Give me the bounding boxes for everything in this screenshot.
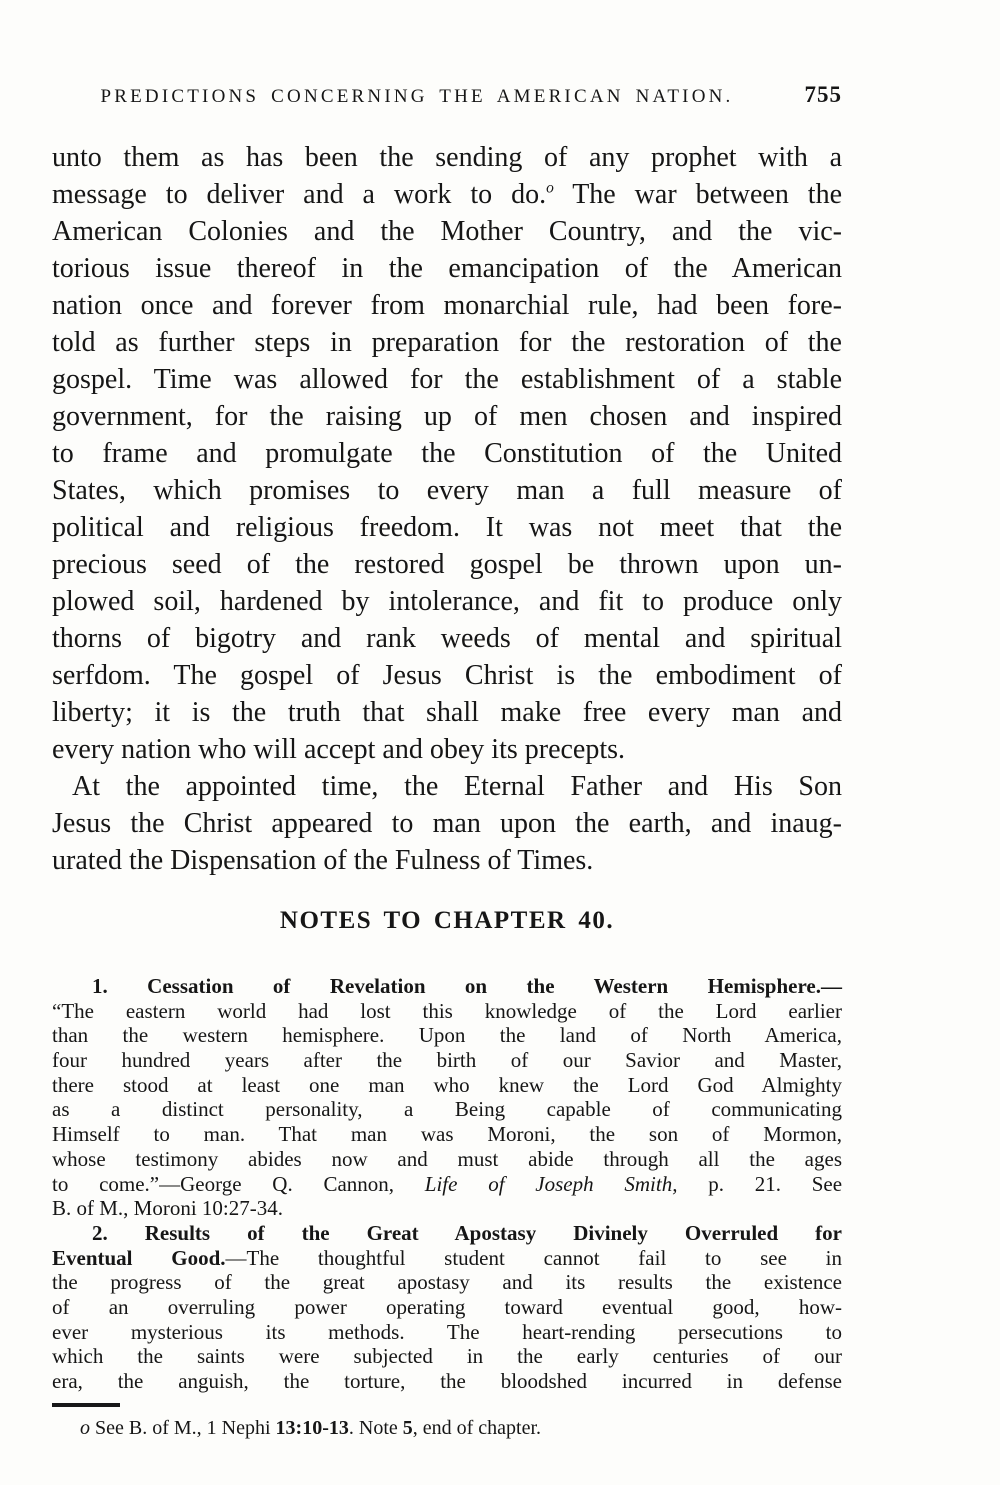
page-number: 755	[804, 82, 842, 107]
text-line: plowed soil, hardened by intolerance, and fit to produce only	[52, 586, 842, 617]
text-line: which the saints were subjected in the early centuries of our	[52, 1344, 842, 1369]
text-line: gospel. Time was allowed for the establishment of a stable	[52, 364, 842, 395]
text-line: thorns of bigotry and rank weeds of mental and spiritual	[52, 623, 842, 654]
text-line: the progress of the great apostasy and its results the existence	[52, 1270, 842, 1295]
notes-heading: NOTES TO CHAPTER 40.	[279, 907, 615, 934]
text-line: 2. Results of the Great Apostasy Divinely Overruled for	[92, 1220, 842, 1245]
text-line: four hundred years after the birth of our Savior and Master,	[52, 1048, 842, 1073]
text-line: ever mysterious its methods. The heart-rending persecutions to	[52, 1319, 842, 1344]
text-line: of an overruling power operating toward eventual good, how-	[52, 1294, 842, 1319]
footnote	[52, 1415, 842, 1441]
text-line: torious issue thereof in the emancipation of the American	[52, 253, 842, 284]
text-line: At the appointed time, the Eternal Father and His Son	[72, 771, 842, 802]
text-line: “The eastern world had lost this knowledge of the Lord earlier	[52, 998, 842, 1023]
text-line: urated the Dispensation of the Fulness of Times.	[52, 845, 594, 876]
text-line: serfdom. The gospel of Jesus Christ is the embodiment of	[52, 660, 842, 691]
text-line: to come.”—George Q. Cannon, Life of Joseph Smith, p. 21. See	[52, 1171, 843, 1196]
note-2	[52, 1221, 842, 1394]
text-line: there stood at least one man who knew the Lord God Almighty	[52, 1072, 842, 1097]
text-line: era, the anguish, the torture, the bloodshed incurred in defense	[52, 1369, 842, 1393]
text-line: Eventual Good.—The thoughtful student cannot fail to see in	[52, 1245, 843, 1270]
text-line: political and religious freedom. It was not meet that the	[52, 512, 842, 543]
notes-section	[52, 974, 842, 1394]
text-line: to frame and promulgate the Constitution of the United	[52, 438, 842, 469]
text-line: American Colonies and the Mother Country, and the vic-	[52, 216, 842, 247]
text-line: government, for the raising up of men chosen and inspired	[52, 401, 842, 432]
body-text	[52, 139, 842, 879]
text-line: precious seed of the restored gospel be thrown upon un-	[52, 549, 842, 580]
text-line: whose testimony abides now and must abide through all the ages	[52, 1146, 842, 1171]
text-line: 1. Cessation of Revelation on the Western Hemisphere.—	[92, 974, 842, 998]
text-line: as a distinct personality, a Being capable of communicating	[52, 1097, 842, 1122]
text-line: nation once and forever from monarchial rule, had been fore-	[52, 290, 842, 321]
text-line: told as further steps in preparation for the restoration of the	[52, 327, 842, 358]
footnote-rule	[52, 1403, 120, 1407]
page-header	[52, 0, 842, 114]
text-line: message to deliver and a work to do.$^o$ The war between the	[52, 179, 842, 210]
text-line: Jesus the Christ appeared to man upon the earth, and inaug-	[52, 808, 842, 839]
note-1	[52, 974, 842, 1221]
text-line: o See B. of M., 1 Nephi 13:10-13. Note 5, end of chapter.	[80, 1416, 542, 1439]
text-line: liberty; it is the truth that shall make free every man and	[52, 697, 842, 728]
text-line: States, which promises to every man a full measure of	[52, 475, 842, 506]
text-line: Himself to man. That man was Moroni, the son of Mormon,	[52, 1122, 842, 1147]
text-line: unto them as has been the sending of any prophet with a	[52, 142, 842, 173]
running-title: PREDICTIONS CONCERNING THE AMERICAN NATION.	[100, 86, 734, 107]
text-line: than the western hemisphere. Upon the land of North America,	[52, 1023, 842, 1048]
text-line: every nation who will accept and obey its precepts.	[52, 734, 626, 765]
text-line: B. of M., Moroni 10:27-34.	[52, 1196, 283, 1221]
